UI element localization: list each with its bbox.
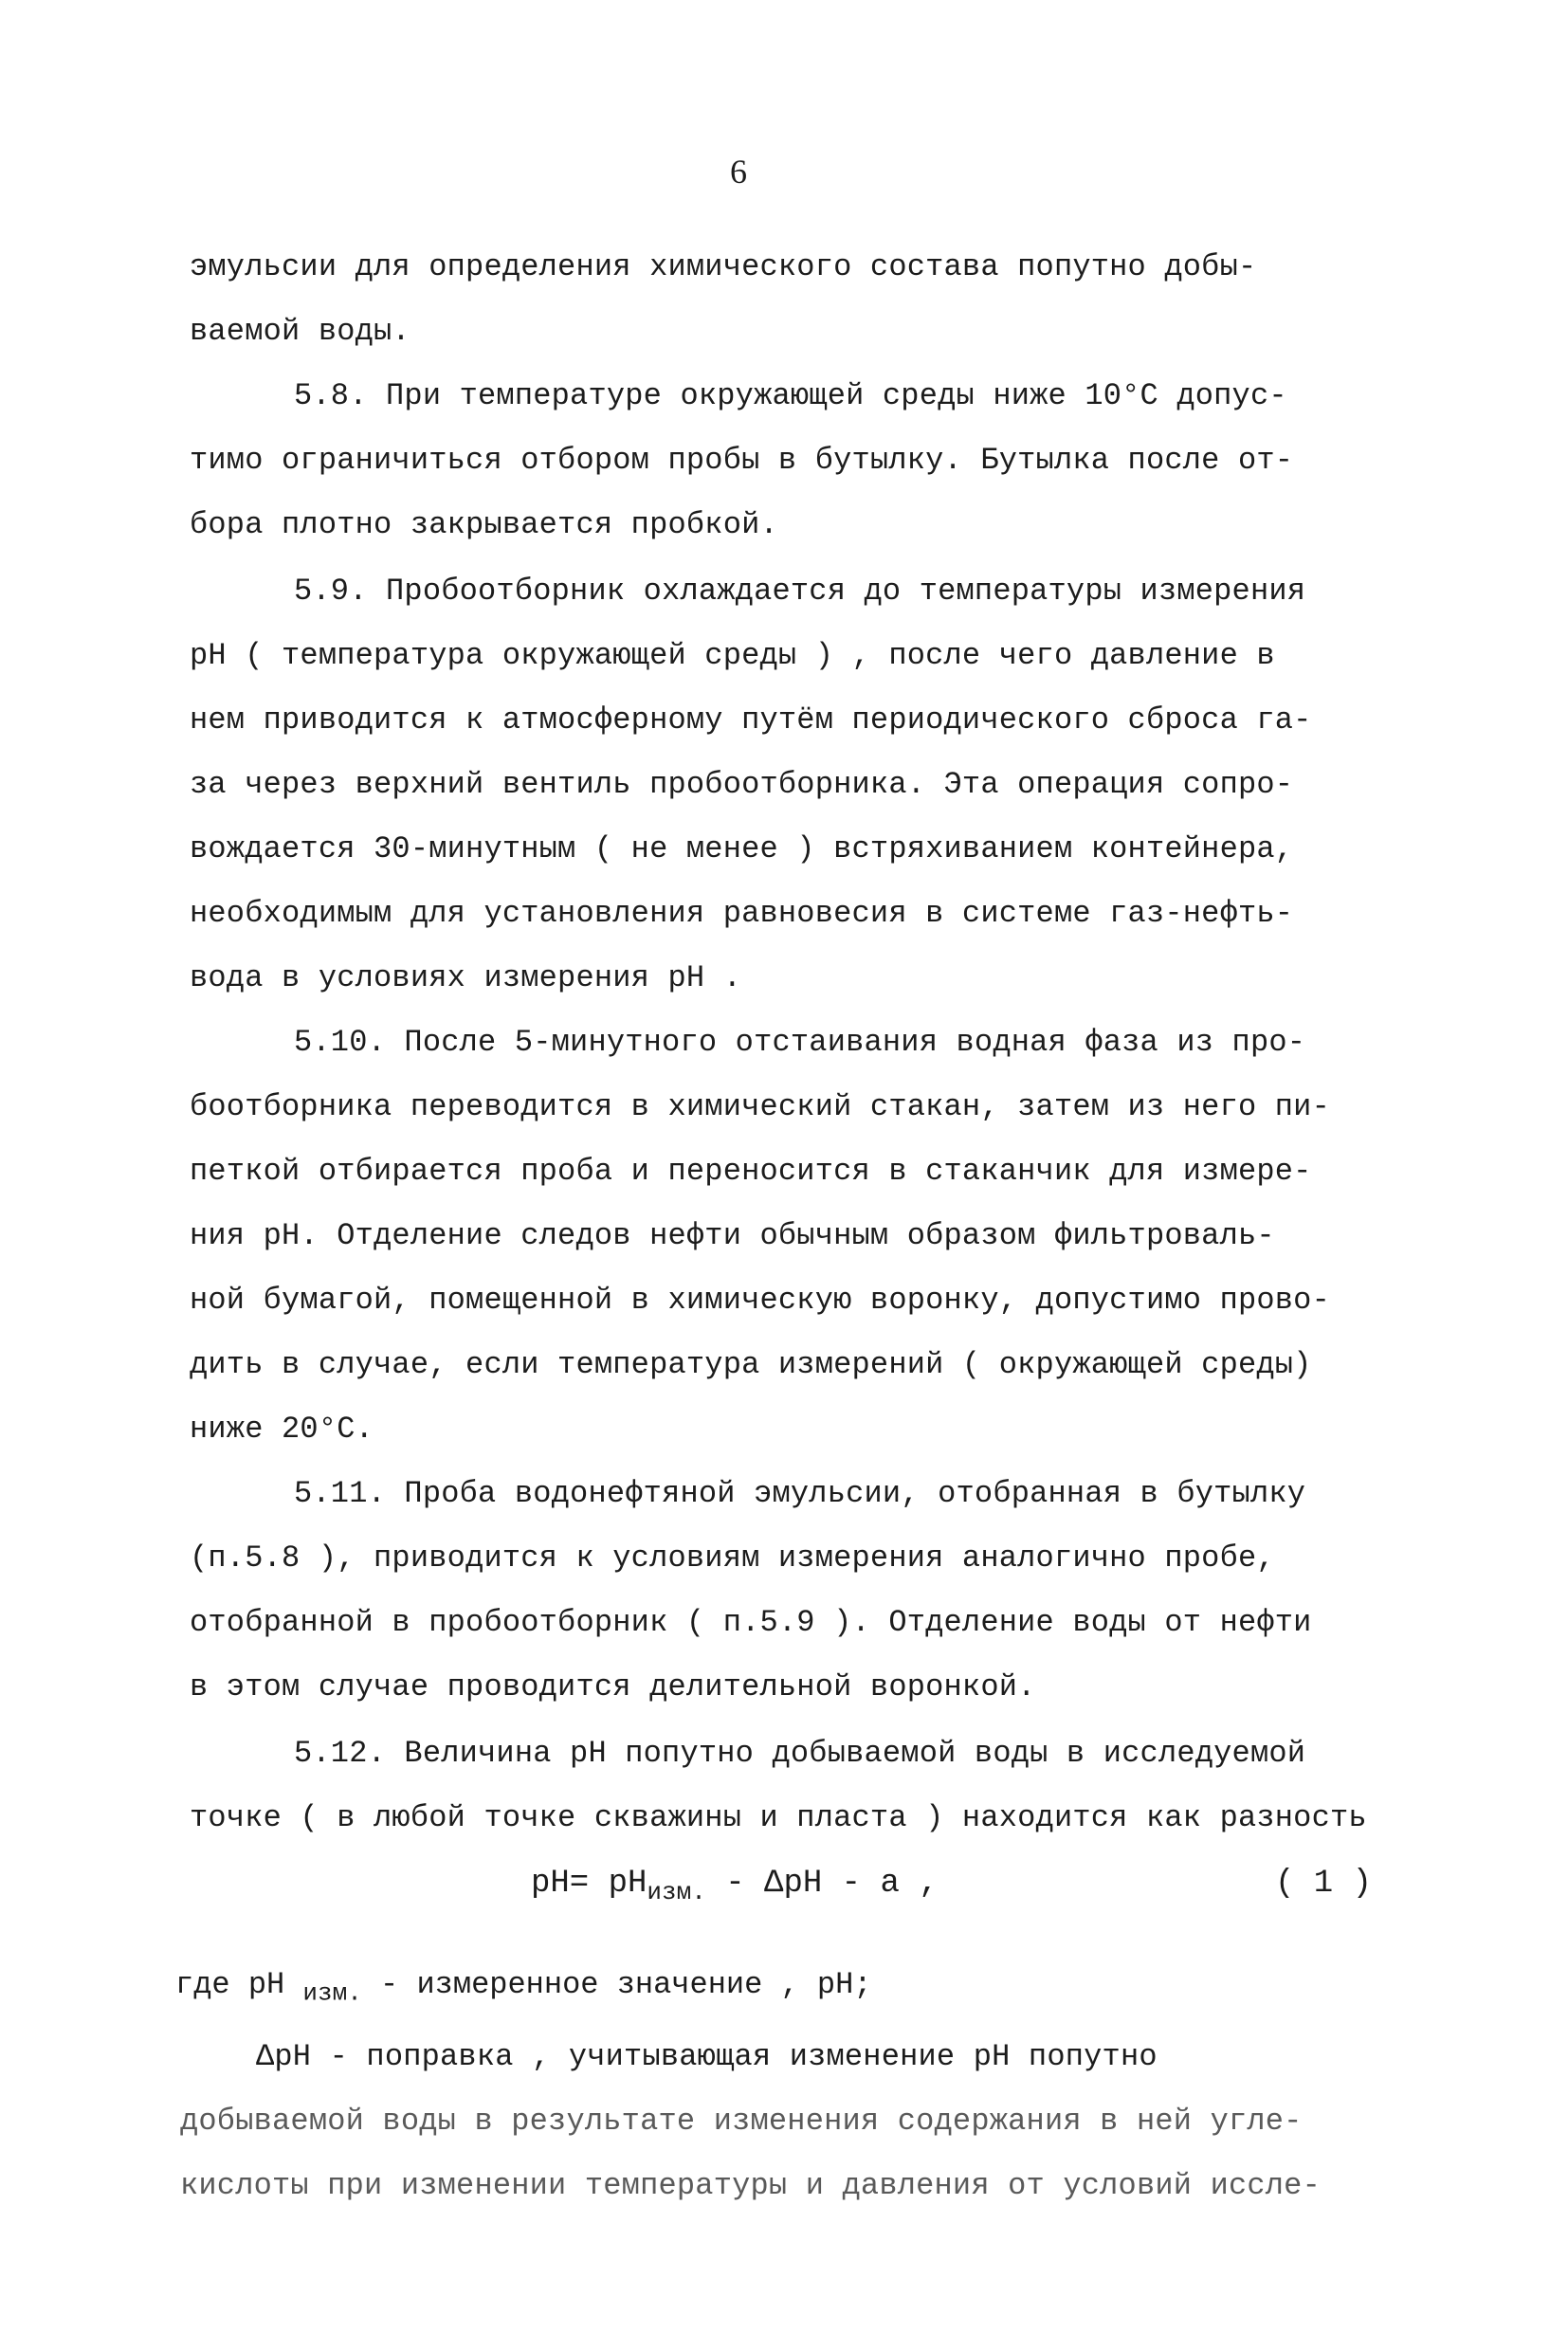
where-definition [175,1967,872,2007]
text-line: pH ( температура окружающей среды ) , после чего давление в [190,638,1275,673]
where-prefix: где pH [175,1967,303,2002]
text-line: ниже 20°С. [190,1412,374,1447]
text-line: петкой отбирается проба и переносится в стаканчик для измере- [190,1154,1312,1189]
text-line: нем приводится к атмосферному путём периодического сброса га- [190,702,1312,738]
text-line: точке ( в любой точке скважины и пласта ) находится как разность [190,1800,1367,1835]
where-suffix: - измеренное значение , pH; [361,1967,872,2002]
text-line: необходимым для установления равновесия в системе газ-нефть- [190,896,1294,931]
text-line: отобранной в пробоотборник ( п.5.9 ). Отделение воды от нефти [190,1605,1312,1640]
formula-rhs: - ΔpH - a , [705,1866,939,1902]
text-line: ной бумагой, помещенной в химическую воронку, допустимо прово- [190,1283,1330,1318]
text-line: вода в условиях измерения pH . [190,960,742,995]
formula-lhs: pH= pH [531,1866,647,1902]
text-line: кислоты при изменении температуры и давления от условий иссле- [180,2168,1321,2203]
text-line: тимо ограничиться отбором пробы в бутылку. Бутылка после от- [190,443,1294,478]
text-line: ния pH. Отделение следов нефти обычным образом фильтроваль- [190,1218,1275,1253]
text-line: 5.11. Проба водонефтяной эмульсии, отобранная в бутылку [294,1476,1306,1511]
text-line: 5.12. Величина pH попутно добываемой воды в исследуемой [294,1736,1306,1771]
text-line: ваемой воды. [190,314,410,349]
text-line: боотборника переводится в химический стакан, затем из него пи- [190,1089,1330,1124]
text-line: бора плотно закрывается пробкой. [190,507,778,542]
formula-subscript: изм. [647,1877,706,1906]
text-line: эмульсии для определения химического состава попутно добы- [190,249,1257,284]
text-line: (п.5.8 ), приводится к условиям измерения аналогично пробе, [190,1540,1275,1576]
where-subscript: изм. [302,1978,362,2008]
text-line: 5.9. Пробоотборник охлаждается до температуры измерения [294,574,1306,609]
equation-number: ( 1 ) [1275,1866,1373,1902]
text-line: вождается 30-минутным ( не менее ) встряхиванием контейнера, [190,831,1294,866]
equation-1 [531,1866,939,1906]
text-line: за через верхний вентиль пробоотборника. Эта операция сопро- [190,767,1294,802]
text-line: 5.10. После 5-минутного отстаивания водная фаза из про- [294,1025,1306,1060]
text-line: в этом случае проводится делительной воронкой. [190,1669,1036,1704]
text-line: 5.8. При температуре окружающей среды ниже 10°С допус- [294,378,1287,413]
text-line: дить в случае, если температура измерений ( окружающей среды) [190,1347,1312,1382]
text-line: добываемой воды в результате изменения содержания в ней угле- [180,2104,1303,2139]
page-number: 6 [730,153,747,191]
text-line: ΔpH - поправка , учитывающая изменение pH попутно [256,2039,1158,2074]
